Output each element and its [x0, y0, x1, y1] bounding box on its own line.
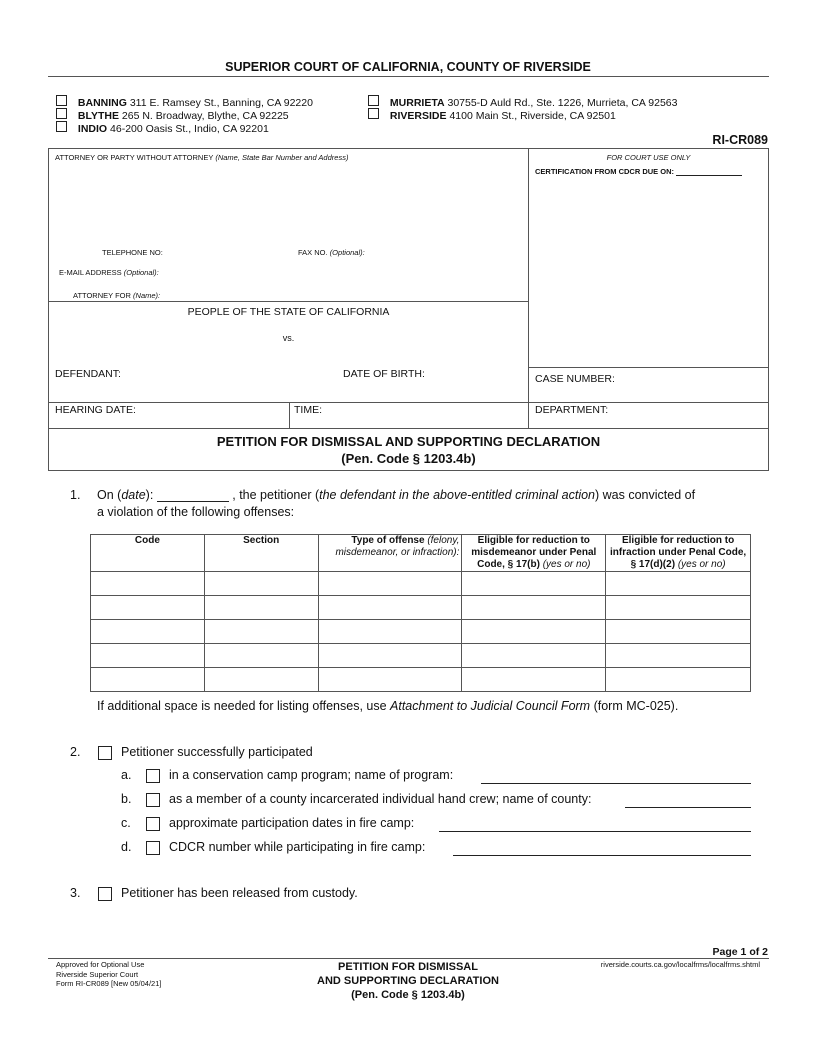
murrieta-checkbox[interactable]: [368, 95, 379, 106]
table-row: [91, 644, 751, 668]
blythe-checkbox[interactable]: [56, 108, 67, 119]
people-label: PEOPLE OF THE STATE OF CALIFORNIA: [187, 306, 390, 318]
vs-label: vs.: [282, 333, 295, 343]
col-eligible-17d: Eligible for reduction to infraction under Penal Code, § 17(d)(2) (yes or no): [606, 535, 751, 572]
item1-text-line2: a violation of the following offenses:: [97, 505, 295, 519]
table-row: [91, 668, 751, 692]
item2c-checkbox[interactable]: [146, 817, 160, 831]
cdcr-cert-field[interactable]: [676, 167, 742, 176]
county-name-field[interactable]: [625, 807, 751, 808]
fax-label: FAX NO. (Optional):: [298, 248, 365, 257]
item3-label: Petitioner has been released from custody.: [121, 886, 358, 900]
defendant-label: DEFENDANT:: [55, 368, 121, 380]
footer-approval: Approved for Optional Use Riverside Superior Court Form RI-CR089 [New 05/04/21]: [56, 960, 162, 988]
table-row: [91, 596, 751, 620]
item2-label: Petitioner successfully participated: [121, 745, 313, 759]
item2d-letter: d.: [121, 840, 132, 854]
item2-checkbox[interactable]: [98, 746, 112, 760]
item2a-letter: a.: [121, 768, 132, 782]
court-title: SUPERIOR COURT OF CALIFORNIA, COUNTY OF RIVERSIDE: [225, 60, 591, 74]
item2-number: 2.: [70, 745, 81, 759]
hearing-date-label: HEARING DATE:: [55, 404, 136, 416]
footer-title: PETITION FOR DISMISSAL AND SUPPORTING DECLARATION (Pen. Code § 1203.4b): [317, 961, 499, 1001]
table-row: [91, 620, 751, 644]
department-label: DEPARTMENT:: [535, 404, 609, 416]
item3-number: 3.: [70, 886, 81, 900]
item2d-text: CDCR number while participating in fire camp:: [169, 840, 426, 854]
col-eligible-17b: Eligible for reduction to misdemeanor under Penal Code, § 17(b) (yes or no): [462, 535, 606, 572]
program-name-field[interactable]: [481, 783, 751, 784]
col-code: Code: [91, 535, 205, 572]
participation-dates-field[interactable]: [439, 831, 751, 832]
location-murrieta: MURRIETA 30755-D Auld Rd., Ste. 1226, Murrieta, CA 92563: [368, 95, 677, 109]
item2b-letter: b.: [121, 792, 132, 806]
item2a-text: in a conservation camp program; name of program:: [169, 768, 454, 782]
form-number: RI-CR089: [712, 133, 768, 147]
location-banning: BANNING 311 E. Ramsey St., Banning, CA 92220: [56, 95, 313, 109]
col-type: Type of offense (felony, misdemeanor, or infraction):: [318, 535, 462, 572]
location-blythe: BLYTHE 265 N. Broadway, Blythe, CA 92225: [56, 108, 289, 122]
location-indio: INDIO 46-200 Oasis St., Indio, CA 92201: [56, 121, 269, 135]
case-number-label: CASE NUMBER:: [535, 373, 615, 385]
location-riverside: RIVERSIDE 4100 Main St., Riverside, CA 92501: [368, 108, 616, 122]
page-number: Page 1 of 2: [712, 946, 768, 958]
form-title: PETITION FOR DISMISSAL AND SUPPORTING DECLARATION: [216, 434, 601, 449]
email-label: E-MAIL ADDRESS (Optional):: [59, 268, 159, 277]
riverside-checkbox[interactable]: [368, 108, 379, 119]
conviction-date-field[interactable]: [157, 489, 229, 502]
indio-checkbox[interactable]: [56, 121, 67, 132]
table-row: [91, 572, 751, 596]
item2b-text: as a member of a county incarcerated individual hand crew; name of county:: [169, 792, 592, 806]
dob-label: DATE OF BIRTH:: [343, 368, 425, 380]
form-subtitle: (Pen. Code § 1203.4b): [341, 451, 476, 466]
attorney-for-label: ATTORNEY FOR (Name):: [73, 291, 161, 300]
item2a-checkbox[interactable]: [146, 769, 160, 783]
col-section: Section: [204, 535, 318, 572]
item1-text: On (date): , the petitioner (the defendant in the above-entitled criminal action) was convicted of: [97, 488, 696, 502]
item2c-text: approximate participation dates in fire camp:: [169, 816, 415, 830]
telephone-label: TELEPHONE NO:: [102, 248, 163, 257]
footer-url: riverside.courts.ca.gov/localfrms/localfrms.shtml: [600, 960, 760, 969]
item2b-checkbox[interactable]: [146, 793, 160, 807]
item1-number: 1.: [70, 488, 81, 502]
attorney-field[interactable]: [55, 165, 523, 240]
additional-space-note: If additional space is needed for listing offenses, use Attachment to Judicial Council Form (form MC-025).: [97, 699, 679, 713]
cdcr-number-field[interactable]: [453, 855, 751, 856]
time-label: TIME:: [294, 404, 322, 416]
item2d-checkbox[interactable]: [146, 841, 160, 855]
cdcr-cert-label: CERTIFICATION FROM CDCR DUE ON:: [535, 167, 742, 176]
offenses-table: [90, 534, 751, 692]
attorney-label: ATTORNEY OR PARTY WITHOUT ATTORNEY (Name, State Bar Number and Address): [55, 153, 349, 162]
item3-checkbox[interactable]: [98, 887, 112, 901]
item2c-letter: c.: [121, 816, 131, 830]
court-use-label: FOR COURT USE ONLY: [606, 153, 691, 162]
banning-checkbox[interactable]: [56, 95, 67, 106]
